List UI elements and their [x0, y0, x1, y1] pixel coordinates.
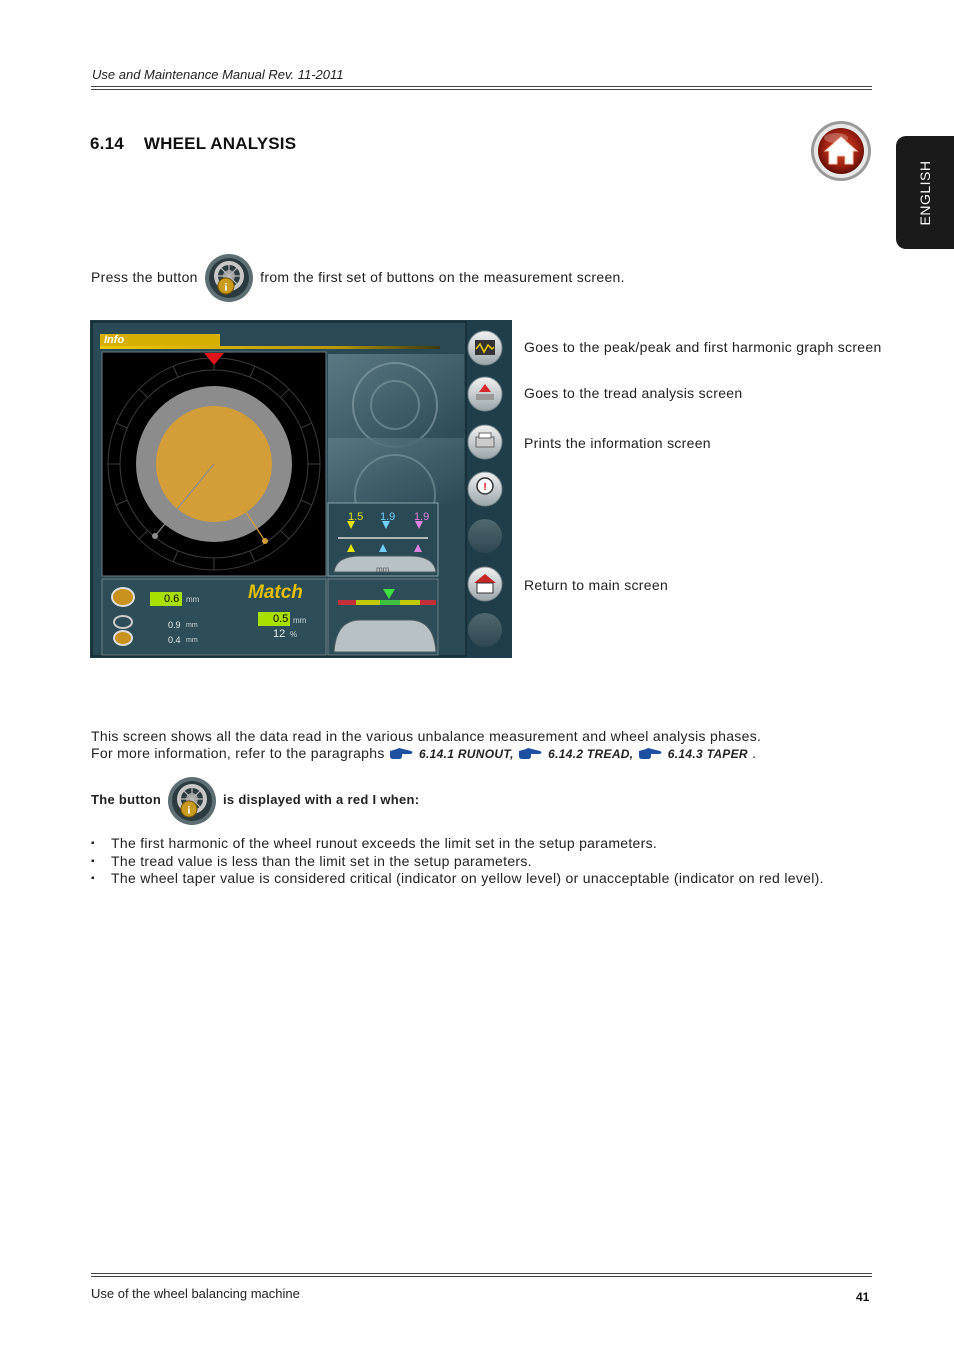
body-line-2-end: .: [752, 745, 757, 761]
pointing-hand-icon: [389, 747, 415, 761]
pointing-hand-icon: [518, 747, 544, 761]
wheel-analysis-screen: [90, 320, 512, 658]
home-icon: [810, 120, 872, 182]
runout-value: 0.6: [164, 593, 180, 605]
svg-text:i: i: [187, 804, 191, 817]
info-button-icon: [167, 776, 217, 826]
list-item: ▪ The wheel taper value is considered critical (indicator on yellow level) or unacceptable (indicator on red level).: [91, 870, 871, 888]
tread-value-3: 1.9: [414, 511, 430, 523]
rim-value-1: 0.9: [168, 620, 181, 630]
condition-list: [91, 835, 871, 888]
language-tab: [896, 136, 954, 249]
tread-value-1: 1.5: [348, 511, 364, 523]
body-line-2-text: For more information, refer to the paragraphs: [91, 745, 385, 761]
footer-text: Use of the wheel balancing machine: [91, 1286, 300, 1301]
manual-header-title: Use and Maintenance Manual Rev. 11-2011: [92, 67, 344, 82]
button-note-before: The button: [91, 792, 162, 807]
intro-paragraph: [91, 252, 625, 302]
rim-value-2: 0.4: [168, 635, 181, 645]
intro-text-before: Press the button: [91, 269, 198, 285]
button-note: [91, 775, 419, 825]
intro-text-after: from the first set of buttons on the measurement screen.: [260, 269, 625, 285]
tread-unit: mm: [376, 565, 390, 574]
caption-graph-screen: Goes to the peak/peak and first harmonic graph screen: [524, 339, 882, 355]
section-title: [90, 134, 296, 154]
screen-tab-label: Info: [104, 334, 125, 346]
svg-text:!: !: [483, 482, 487, 493]
caption-print-info: Prints the information screen: [524, 435, 711, 451]
page-number: 41: [856, 1290, 870, 1304]
button-note-after: is displayed with a red I when:: [223, 792, 420, 807]
svg-text:i: i: [224, 281, 228, 294]
list-item: ▪ The first harmonic of the wheel runout exceeds the limit set in the setup parameters.: [91, 835, 871, 853]
rim-value-1-unit: mm: [186, 622, 198, 629]
tread-value-2: 1.9: [380, 511, 396, 523]
list-item: ▪ The tread value is less than the limit set in the setup parameters.: [91, 853, 871, 871]
info-button-icon: [204, 253, 254, 303]
caption-tread-analysis: Goes to the tread analysis screen: [524, 385, 743, 401]
match-label: Match: [248, 582, 303, 603]
caption-main-screen: Return to main screen: [524, 577, 669, 593]
body-line-1: This screen shows all the data read in the various unbalance measurement and wheel analysis phases.: [91, 728, 762, 744]
language-tab-label: ENGLISH: [917, 160, 933, 225]
match-value: 0.5: [273, 613, 289, 625]
match-percent-unit: %: [290, 630, 298, 639]
section-heading: WHEEL ANALYSIS: [143, 134, 297, 153]
section-number: 6.14: [90, 134, 124, 153]
wheel-analysis-screen-graphic: [90, 320, 512, 658]
ref-runout[interactable]: 6.14.1 RUNOUT,: [419, 747, 514, 761]
ref-taper[interactable]: 6.14.3 TAPER: [667, 747, 748, 761]
match-unit: mm: [293, 616, 307, 625]
ref-tread[interactable]: 6.14.2 TREAD,: [548, 747, 634, 761]
footer-divider: [91, 1273, 872, 1277]
body-line-2: [91, 745, 756, 761]
match-percent: 12: [273, 628, 286, 640]
runout-unit: mm: [186, 595, 200, 604]
rim-value-2-unit: mm: [186, 637, 198, 644]
pointing-hand-icon: [638, 747, 664, 761]
header-divider: [91, 86, 872, 90]
